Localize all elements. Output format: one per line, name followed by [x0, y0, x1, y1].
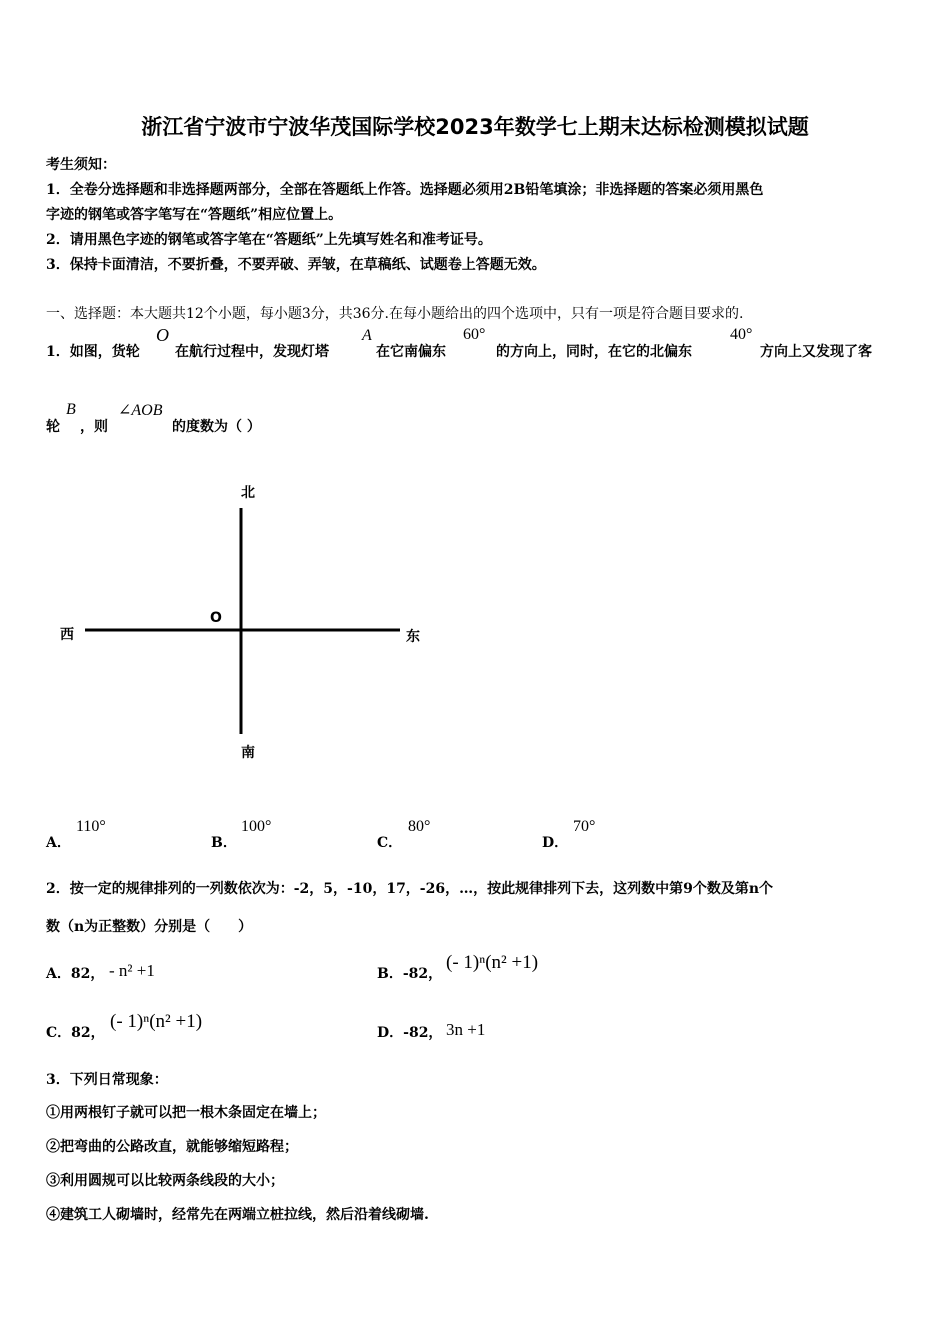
label-west: 西 [60, 627, 74, 643]
q1-option-c-value: 80° [408, 818, 431, 835]
compass-diagram [50, 470, 450, 770]
q1-text-1: 1．如图，货轮 [46, 344, 140, 360]
q1-text-6: 轮 [46, 419, 60, 435]
q1-angle-40: 40° [730, 326, 753, 343]
q1-text-8: 的度数为（ ） [172, 419, 261, 435]
compass-svg [50, 470, 450, 770]
notice-line-1b: 字迹的钢笔或答字笔写在“答题纸”相应位置上。 [46, 207, 343, 223]
notice-heading: 考生须知： [46, 157, 116, 173]
q1-option-b-value: 100° [241, 818, 272, 835]
q3-heading: 3．下列日常现象： [46, 1072, 168, 1088]
q1-text-3: 在它南偏东 [376, 344, 446, 360]
q1-point-b: B [66, 401, 76, 418]
q1-text-5: 方向上又发现了客 [760, 344, 872, 360]
q1-option-d-value: 70° [573, 818, 596, 835]
q2-option-b-label: B．-82， [377, 966, 443, 982]
q3-item-1: ①用两根钉子就可以把一根木条固定在墙上； [46, 1105, 326, 1121]
q2-option-c-formula: (- 1)ⁿ(n² +1) [110, 1011, 203, 1032]
q3-item-2: ②把弯曲的公路改直，就能够缩短路程； [46, 1139, 298, 1155]
notice-line-1a: 1．全卷分选择题和非选择题两部分，全部在答题纸上作答。选择题必须用2B铅笔填涂；非选择题的答案必须用黑色 [46, 182, 764, 198]
q1-option-a-value: 110° [76, 818, 106, 835]
q3-item-4: ④建筑工人砌墙时，经常先在两端立桩拉线，然后沿着线砌墙. [46, 1207, 429, 1223]
q2-option-c-label: C．82， [46, 1025, 105, 1041]
label-origin: O [210, 610, 222, 626]
q1-option-b-label: B． [211, 835, 237, 851]
section-heading: 一、选择题：本大题共12个小题，每小题3分，共36分.在每小题给出的四个选项中，只有一项是符合题目要求的. [46, 306, 744, 322]
q1-option-a-label: A． [46, 835, 71, 851]
q2-option-d-formula: 3n +1 [446, 1020, 486, 1039]
q2-option-b-formula: (- 1)ⁿ(n² +1) [446, 952, 539, 973]
q2-line-2: 数（n为正整数）分别是（ ） [46, 919, 253, 935]
q1-option-d-label: D． [542, 835, 569, 851]
q2-option-a-label: A．82， [46, 966, 105, 982]
notice-line-2: 2．请用黑色字迹的钢笔或答字笔在“答题纸”上先填写姓名和准考证号。 [46, 232, 492, 248]
q1-angle-aob: ∠AOB [118, 402, 163, 419]
q1-angle-60: 60° [463, 326, 486, 343]
q1-option-c-label: C． [377, 835, 403, 851]
q1-text-7: ，则 [80, 419, 108, 435]
q2-option-a-formula: - n² +1 [109, 961, 155, 980]
q1-point-o: O [156, 325, 169, 345]
q2-line-1: 2．按一定的规律排列的一列数依次为：-2，5，-10，17，-26，…，按此规律排列下去，这列数中第9个数及第n个 [46, 881, 774, 897]
label-north: 北 [241, 485, 255, 501]
notice-line-3: 3．保持卡面清洁，不要折叠，不要弄破、弄皱，在草稿纸、试题卷上答题无效。 [46, 257, 546, 273]
label-east: 东 [406, 629, 420, 645]
q3-item-3: ③利用圆规可以比较两条线段的大小； [46, 1173, 284, 1189]
q1-text-2: 在航行过程中，发现灯塔 [175, 344, 329, 360]
q2-option-d-label: D．-82， [377, 1025, 443, 1041]
label-south: 南 [241, 745, 255, 761]
q1-text-4: 的方向上，同时，在它的北偏东 [496, 344, 692, 360]
page-title: 浙江省宁波市宁波华茂国际学校2023年数学七上期末达标检测模拟试题 [141, 115, 809, 139]
q1-point-a: A [362, 327, 372, 344]
